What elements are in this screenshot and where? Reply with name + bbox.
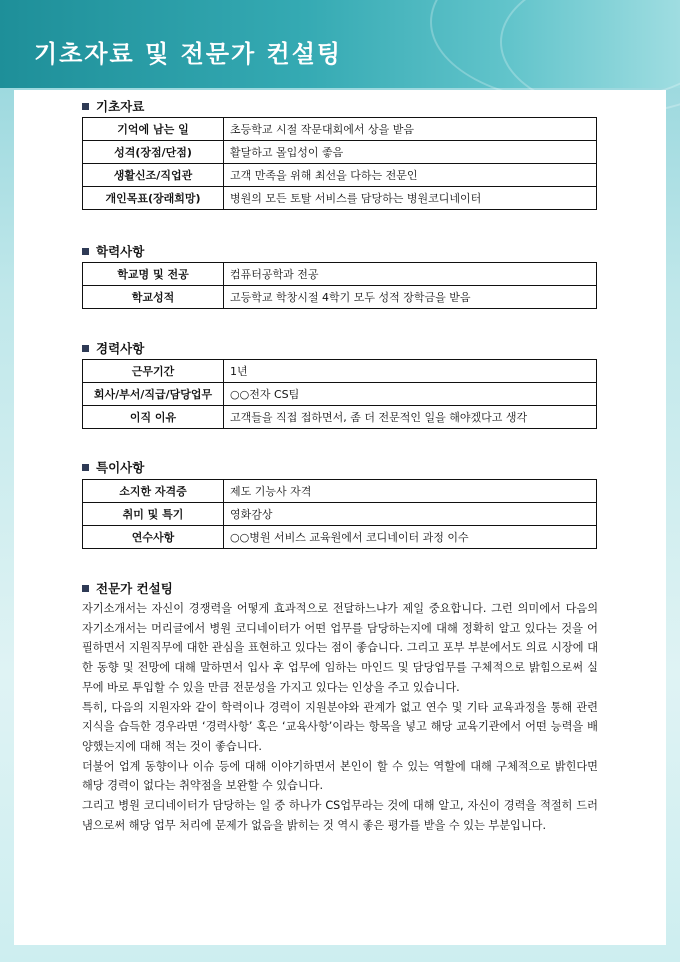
table-row bbox=[83, 503, 597, 526]
table-row bbox=[83, 118, 597, 141]
row-value: 초등학교 시절 작문대회에서 상을 받음 bbox=[224, 118, 597, 141]
row-label: 학교명 및 전공 bbox=[83, 263, 224, 286]
paragraph: 특히, 다음의 지원자와 같이 학력이나 경력이 지원분야와 관계가 없고 연수 및 기타 교육과정을 통해 관련 지식을 습득한 경우라면 ‘경력사항’ 혹은 ‘교육사항’이라는 항목을 넣고 해당 교육기관에서 어떤 능력을 배양했는지에 대해 적는 것이 좋습니다. bbox=[82, 700, 598, 753]
row-value: 고등학교 학창시절 4학기 모두 성적 장학금을 받음 bbox=[224, 286, 597, 309]
row-value: ○○전자 CS팀 bbox=[224, 383, 597, 406]
section-title-basic: 기초자료 bbox=[82, 97, 144, 115]
section-title-consulting: 전문가 컨설팅 bbox=[82, 579, 173, 597]
table-row bbox=[83, 406, 597, 429]
row-value: 고객 만족을 위해 최선을 다하는 전문인 bbox=[224, 164, 597, 187]
row-label: 근무기간 bbox=[83, 360, 224, 383]
section-title-career: 경력사항 bbox=[82, 339, 144, 357]
row-value: 제도 기능사 자격 bbox=[224, 480, 597, 503]
table-row bbox=[83, 263, 597, 286]
consulting-body bbox=[82, 599, 598, 835]
row-value: 영화감상 bbox=[224, 503, 597, 526]
table-row bbox=[83, 187, 597, 210]
square-bullet-icon bbox=[82, 585, 89, 592]
row-value: 고객들을 직접 접하면서, 좀 더 전문적인 일을 해야겠다고 생각 bbox=[224, 406, 597, 429]
table-row bbox=[83, 164, 597, 187]
table-row bbox=[83, 141, 597, 164]
row-value: 병원의 모든 토탈 서비스를 담당하는 병원코디네이터 bbox=[224, 187, 597, 210]
row-label: 성격(장점/단점) bbox=[83, 141, 224, 164]
section-title-education: 학력사항 bbox=[82, 242, 144, 260]
row-label: 소지한 자격증 bbox=[83, 480, 224, 503]
row-label: 기억에 남는 일 bbox=[83, 118, 224, 141]
education-table bbox=[82, 262, 597, 309]
table-row bbox=[83, 360, 597, 383]
paragraph: 더불어 업계 동향이나 이슈 등에 대해 이야기하면서 본인이 할 수 있는 역할에 대해 구체적으로 밝힌다면 해당 경력이 없다는 취약점을 보완할 수 있습니다. bbox=[82, 759, 598, 793]
square-bullet-icon bbox=[82, 464, 89, 471]
row-label: 생활신조/직업관 bbox=[83, 164, 224, 187]
row-label: 학교성적 bbox=[83, 286, 224, 309]
page-title: 기초자료 및 전문가 컨설팅 bbox=[34, 40, 343, 68]
square-bullet-icon bbox=[82, 103, 89, 110]
basic-info-table bbox=[82, 117, 597, 210]
section-title-special: 특이사항 bbox=[82, 458, 144, 476]
row-value: 컴퓨터공학과 전공 bbox=[224, 263, 597, 286]
square-bullet-icon bbox=[82, 248, 89, 255]
paragraph: 그리고 병원 코디네이터가 담당하는 일 중 하나가 CS업무라는 것에 대해 알고, 자신이 경력을 적절히 드러냄으로써 해당 업무 처리에 문제가 없음을 밝히는 것 역시 좋은 평가를 받을 수 있는 부분입니다. bbox=[82, 799, 598, 832]
row-value: 1년 bbox=[224, 360, 597, 383]
table-row bbox=[83, 383, 597, 406]
row-label: 이직 이유 bbox=[83, 406, 224, 429]
table-row bbox=[83, 526, 597, 549]
header-band bbox=[0, 0, 680, 88]
career-table bbox=[82, 359, 597, 429]
row-value: 활달하고 몰입성이 좋음 bbox=[224, 141, 597, 164]
row-label: 회사/부서/직급/담당업무 bbox=[83, 383, 224, 406]
row-label: 개인목표(장래희망) bbox=[83, 187, 224, 210]
row-label: 취미 및 특기 bbox=[83, 503, 224, 526]
row-label: 연수사항 bbox=[83, 526, 224, 549]
square-bullet-icon bbox=[82, 345, 89, 352]
paragraph: 자기소개서는 자신이 경쟁력을 어떻게 효과적으로 전달하느냐가 제일 중요합니다. 그런 의미에서 다음의 자기소개서는 머리글에서 병원 코디네이터가 어떤 업무를 담당하는지에 대해 정확히 알고 있다는 것을 어필하면서 지원직무에 대한 관심을 표현하고 있다는 점이 좋습니다. 그리고 포부 부분에서도 의료 시장에 대한 동향 및 전망에 대해 말하면서 입사 후 업무에 임하는 마인드 및 담당업무를 구체적으로 밝힘으로써 실무에 바로 투입할 수 있을 만큼 전문성을 가지고 있다는 인상을 주고 있습니다. bbox=[82, 602, 598, 694]
row-value: ○○병원 서비스 교육원에서 코디네이터 과정 이수 bbox=[224, 526, 597, 549]
table-row bbox=[83, 480, 597, 503]
special-table bbox=[82, 479, 597, 549]
table-row bbox=[83, 286, 597, 309]
